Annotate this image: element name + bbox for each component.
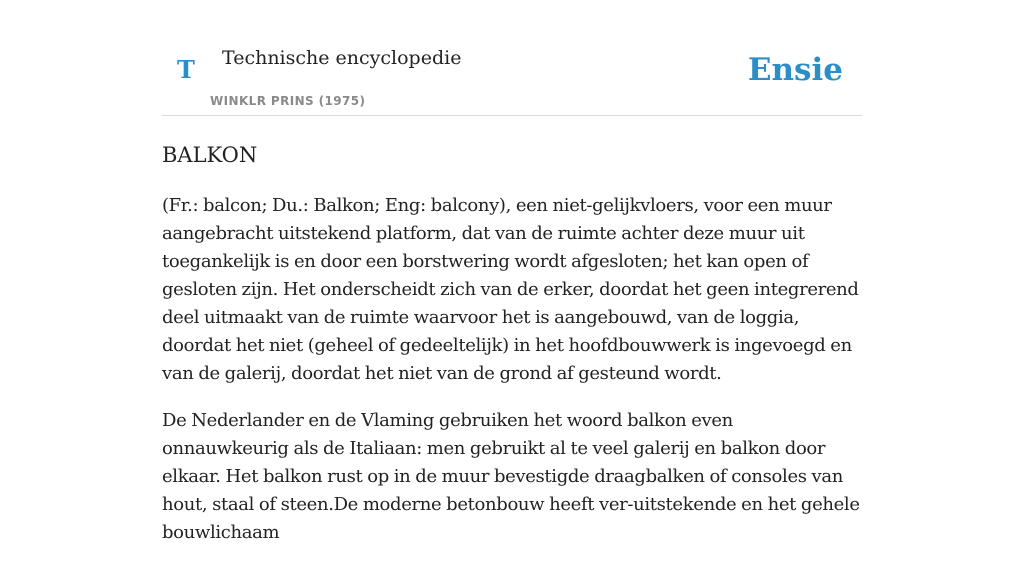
page — [162, 0, 862, 543]
book-logo[interactable]: T — [177, 55, 195, 84]
article-paragraph: (Fr.: balcon; Du.: Balkon; Eng: balcony), een niet-gelijkvloers, voor een muur aangebracht uitstekend platform, dat van de ruimte achter deze muur uit toegankelijk is en door een borstwering wordt afgesloten; het kan open of gesloten zijn. Het onderscheidt zich van de erker, doordat het geen integrerend deel uitmaakt van de ruimte waarvoor het is aangebouwd, van de loggia, doordat het niet (geheel of gedeeltelijk) in het hoofdbouwwerk is ingevoegd en van de galerij, doordat het niet van de grond af gesteund wordt. — [162, 195, 859, 384]
article-title: BALKON — [162, 143, 258, 167]
header — [162, 0, 862, 116]
article-paragraph: De Nederlander en de Vlaming gebruiken het woord balkon even onnauwkeurig als de Italiaan: men gebruikt al te veel galerij en balkon door elkaar. Het balkon rust op in de muur bevestigde draagbalken of consoles van hout, staal of steen.De moderne betonbouw heeft ver-uitstekende en het gehele bouwlichaam — [162, 410, 860, 543]
book-title-link[interactable]: Technische encyclopedie — [222, 47, 462, 69]
ensie-logo-link[interactable]: Ensie — [747, 52, 843, 88]
article-body — [162, 192, 862, 566]
book-source: WINKLR PRINS (1975) — [210, 94, 366, 108]
